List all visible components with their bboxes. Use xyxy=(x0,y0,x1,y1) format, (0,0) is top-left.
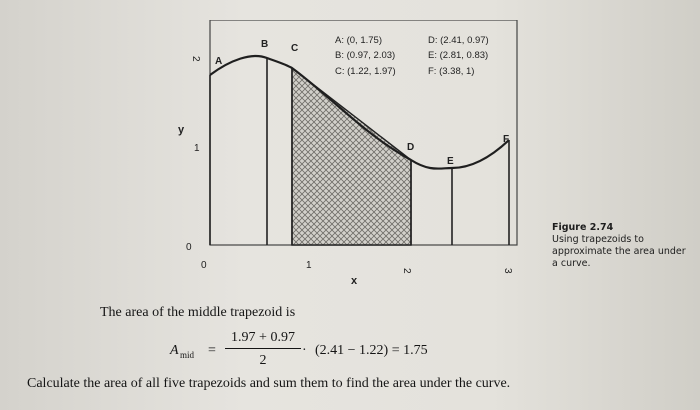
trapezoid-diagram xyxy=(170,20,530,300)
point-label-e: E xyxy=(447,156,454,167)
y-axis-label: y xyxy=(178,124,185,136)
x-tick-1: 1 xyxy=(306,260,312,271)
a-main: A xyxy=(170,343,179,358)
middle-trapezoid xyxy=(292,68,411,245)
caption-title: Figure 2.74 xyxy=(552,222,614,233)
middle-trapezoid-formula xyxy=(170,330,470,372)
coord-c: C: (1.22, 1.97) xyxy=(335,66,396,77)
point-label-d: D xyxy=(407,142,415,153)
x-tick-0: 0 xyxy=(201,260,207,271)
fraction xyxy=(225,330,301,370)
figure-2-74 xyxy=(170,20,530,300)
equals-sign: = xyxy=(208,343,216,358)
fraction-bar xyxy=(225,348,301,349)
x-axis-label: x xyxy=(351,275,358,287)
point-label-f: F xyxy=(503,134,510,145)
intro-text: The area of the middle trapezoid is xyxy=(100,305,296,320)
coord-b: B: (0.97, 2.03) xyxy=(335,50,396,61)
denominator: 2 xyxy=(259,353,267,368)
y-tick-2: 2 xyxy=(190,56,201,62)
x-tick-2: 2 xyxy=(401,268,412,274)
y-tick-0: 0 xyxy=(186,242,192,253)
y-tick-1: 1 xyxy=(194,143,200,154)
point-label-c: C xyxy=(291,43,299,54)
coord-a: A: (0, 1.75) xyxy=(335,35,382,46)
final-instruction: Calculate the area of all five trapezoids and sum them to find the area under the curve. xyxy=(27,376,511,391)
figure-caption xyxy=(552,222,692,270)
caption-text: Using trapezoids to approximate the area under a curve. xyxy=(552,234,686,269)
multiply-sign: · xyxy=(302,343,307,358)
numerator: 1.97 + 0.97 xyxy=(231,330,295,345)
coord-e: E: (2.81, 0.83) xyxy=(428,50,489,61)
point-label-b: B xyxy=(261,39,269,50)
formula-tail: (2.41 − 1.22) = 1.75 xyxy=(315,343,428,358)
point-label-a: A xyxy=(215,56,223,67)
coord-f: F: (3.38, 1) xyxy=(428,66,475,77)
a-subscript: mid xyxy=(180,350,195,360)
x-tick-3: 3 xyxy=(502,268,513,274)
coord-d: D: (2.41, 0.97) xyxy=(428,35,489,46)
